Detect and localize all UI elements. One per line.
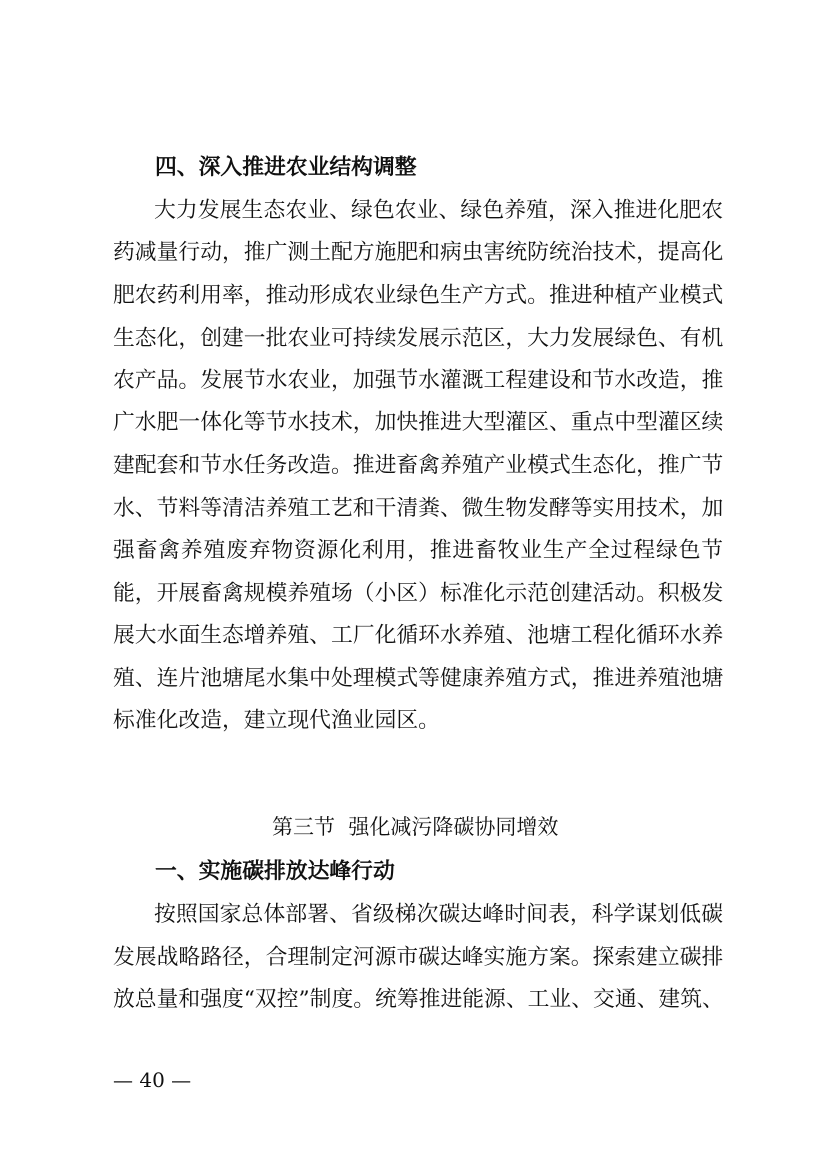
page-number: — 40 — <box>113 1068 192 1092</box>
text-line: 农产品。发展节水农业，加强节水灌溉工程建设和节水改造，推 <box>113 368 724 393</box>
section-title: 第三节 强化减污降碳协同增效 <box>272 815 559 839</box>
text-line: 能，开展畜禽规模养殖场（小区）标准化示范创建活动。积极发 <box>113 581 724 606</box>
text-line: 生态化，创建一批农业可持续发展示范区，大力发展绿色、有机 <box>113 326 724 351</box>
text-line: 强畜禽养殖废弃物资源化利用，推进畜牧业生产全过程绿色节 <box>113 538 723 563</box>
heading-carbon-peak-action: 一、实施碳排放达峰行动 <box>155 859 395 884</box>
text-line: 广水肥一体化等节水技术，加快推进大型灌区、重点中型灌区续 <box>113 410 724 435</box>
text-line: 大力发展生态农业、绿色农业、绿色养殖，深入推进化肥农 <box>154 198 723 223</box>
text-line: 殖、连片池塘尾水集中处理模式等健康养殖方式，推进养殖池塘 <box>113 666 724 691</box>
heading-deepen-agricultural-restructuring: 四、深入推进农业结构调整 <box>155 155 417 180</box>
text-line: 发展战略路径，合理制定河源市碳达峰实施方案。探索建立碳排 <box>113 945 724 970</box>
text-line: 肥农药利用率，推动形成农业绿色生产方式。推进种植产业模式 <box>113 283 724 308</box>
text-line: 标准化改造，建立现代渔业园区。 <box>113 708 440 733</box>
text-line: 放总量和强度“双控”制度。统筹推进能源、工业、交通、建筑、 <box>113 987 724 1012</box>
text-line: 按照国家总体部署、省级梯次碳达峰时间表，科学谋划低碳 <box>154 902 723 927</box>
text-line: 建配套和节水任务改造。推进畜禽养殖产业模式生态化，推广节 <box>113 453 724 478</box>
text-line: 水、节料等清洁养殖工艺和干清粪、微生物发酵等实用技术，加 <box>113 496 724 521</box>
text-line: 展大水面生态增养殖、工厂化循环水养殖、池塘工程化循环水养 <box>113 623 724 648</box>
text-line: 药减量行动，推广测土配方施肥和病虫害统防统治技术，提高化 <box>113 240 724 265</box>
